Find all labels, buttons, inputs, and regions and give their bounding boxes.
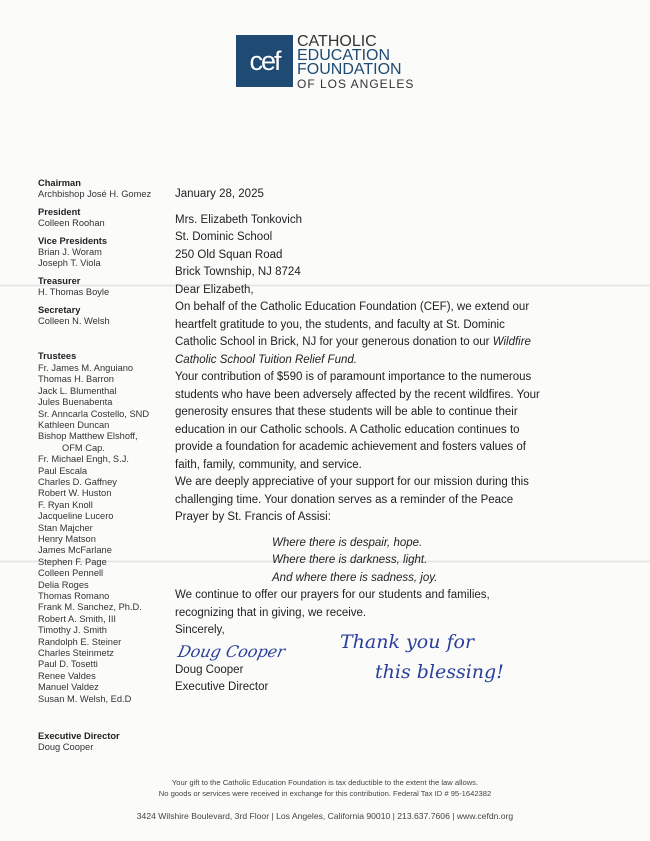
member-name: Paul D. Tosetti: [38, 659, 98, 670]
group-trustees: [38, 351, 170, 705]
signer-name: Doug Cooper: [175, 663, 244, 676]
paragraph-text: On behalf of the Catholic Education Foundation (CEF), we extend our heartfelt gratitude to you, the students, and faculty at St. Dominic Catholic School in Brick, NJ for your generous donation to our: [175, 301, 530, 348]
peace-prayer-quote: [175, 535, 545, 588]
address-line: Brick Township, NJ 8724: [175, 266, 301, 278]
member-name: Jacqueline Lucero: [38, 511, 114, 522]
foundation-name: [297, 35, 414, 91]
member-name: Stephen F. Page: [38, 556, 107, 567]
group-title: Trustees: [38, 351, 77, 362]
member-name: Bishop Matthew Elshoff,: [38, 431, 138, 442]
logo-line: FOUNDATION: [297, 61, 402, 78]
member-name: H. Thomas Boyle: [38, 287, 110, 298]
member-name: Fr. James M. Anguiano: [38, 362, 134, 373]
note-line: Thank you for: [340, 630, 475, 653]
handwritten-signature: [175, 638, 305, 664]
member-name: Henry Matson: [38, 533, 96, 544]
member-name: Susan M. Welsh, Ed.D: [38, 693, 132, 704]
member-name: Paul Escala: [38, 465, 88, 476]
member-name: Kathleen Duncan: [38, 419, 110, 430]
address-line: St. Dominic School: [175, 231, 273, 243]
member-name: OFM Cap.: [62, 442, 105, 453]
handwritten-note: [340, 628, 540, 694]
tax-line: No goods or services were received in exchange for this contribution. Federal Tax ID # 95-1642382: [158, 789, 492, 798]
member-name: Jules Buenabenta: [38, 397, 113, 408]
member-name: Charles D. Gaffney: [38, 476, 117, 487]
member-name: James McFarlane: [38, 545, 112, 556]
member-name: Colleen Pennell: [38, 568, 104, 579]
recipient-address: [175, 212, 545, 282]
group-title: Chairman: [38, 178, 81, 188]
cef-logo-mark: cef: [236, 35, 293, 87]
group-executive-director: [38, 731, 170, 754]
quote-line: Where there is darkness, light.: [272, 554, 428, 566]
member-name: Brian J. Woram: [38, 247, 102, 258]
cef-logo: [236, 35, 414, 91]
member-name: Colleen N. Welsh: [38, 316, 110, 327]
member-name: Thomas H. Barron: [38, 374, 114, 385]
member-name: Archbishop José H. Gomez: [38, 189, 152, 200]
paragraph-2: Your contribution of $590 is of paramount importance to the numerous students who have been adversely affected by the recent wildfires. Your generosity ensures that these students will be able to continue their education in our Catholic schools. A Catholic education continues to provide a foundation for academic achievement and fosters values of faith, family, community, and service.: [175, 371, 540, 471]
paragraph-3: We are deeply appreciative of your support for our mission during this challenging time. Your donation serves as a reminder of the Peace Prayer by St. Francis of Assisi:: [175, 476, 529, 523]
fund-name: Wildfire Catholic School Tuition Relief Fund.: [175, 336, 531, 366]
group-secretary: [38, 305, 170, 328]
member-name: Charles Steinmetz: [38, 648, 114, 659]
group-treasurer: [38, 276, 170, 299]
member-name: Delia Roges: [38, 579, 89, 590]
member-name: Frank M. Sanchez, Ph.D.: [38, 602, 142, 613]
member-name: Jack L. Blumenthal: [38, 385, 117, 396]
member-name: F. Ryan Knoll: [38, 499, 93, 510]
board-sidebar: [38, 178, 170, 760]
letter-body: [175, 186, 545, 697]
group-vice-presidents: [38, 236, 170, 270]
tax-disclaimer: [0, 777, 650, 799]
signer-title: Executive Director: [175, 681, 269, 693]
group-title: Secretary: [38, 304, 81, 315]
member-name: Manuel Valdez: [38, 682, 99, 693]
letter-date: January 28, 2025: [175, 188, 264, 200]
quote-line: And where there is sadness, joy.: [272, 571, 438, 584]
address-line: Mrs. Elizabeth Tonkovich: [175, 213, 302, 226]
member-name: Renee Valdes: [38, 670, 96, 681]
member-name: Sr. Anncarla Costello, SND: [38, 408, 150, 419]
member-name: Doug Cooper: [38, 742, 94, 753]
group-title: Executive Director: [38, 731, 120, 742]
logo-line: OF LOS ANGELES: [297, 77, 415, 91]
member-name: Robert W. Huston: [38, 488, 112, 499]
group-chairman: [38, 178, 170, 201]
member-name: Stan Majcher: [38, 522, 93, 533]
group-president: [38, 207, 170, 230]
member-name: Randolph E. Steiner: [38, 636, 122, 647]
logo-line: CATHOLIC: [297, 33, 377, 50]
paragraph-1: [175, 299, 545, 369]
footer-address: 3424 Wilshire Boulevard, 3rd Floor | Los Angeles, California 90010 | 213.637.7606 | www.cefdn.org: [136, 811, 514, 821]
member-name: Robert A. Smith, III: [38, 613, 117, 624]
tax-line: Your gift to the Catholic Education Foundation is tax deductible to the extent the law allows.: [171, 778, 479, 787]
logo-line: EDUCATION: [297, 47, 391, 64]
member-name: Joseph T. Viola: [38, 258, 101, 269]
closing: Sincerely,: [175, 624, 225, 636]
paragraph-4: We continue to offer our prayers for our students and families, recognizing that in giving, we receive.: [175, 589, 490, 619]
member-name: Thomas Romano: [38, 591, 110, 601]
address-line: 250 Old Squan Road: [175, 248, 283, 261]
group-title: President: [38, 206, 81, 217]
quote-line: Where there is despair, hope.: [272, 536, 423, 549]
group-title: Treasurer: [38, 275, 81, 286]
salutation: Dear Elizabeth,: [175, 283, 254, 296]
signature-text: Doug Cooper: [176, 641, 287, 661]
member-name: Timothy J. Smith: [38, 625, 107, 636]
member-name: Fr. Michael Engh, S.J.: [38, 454, 129, 465]
note-line: this blessing!: [375, 660, 504, 683]
member-name: Colleen Roohan: [38, 218, 105, 229]
group-title: Vice Presidents: [38, 235, 108, 246]
